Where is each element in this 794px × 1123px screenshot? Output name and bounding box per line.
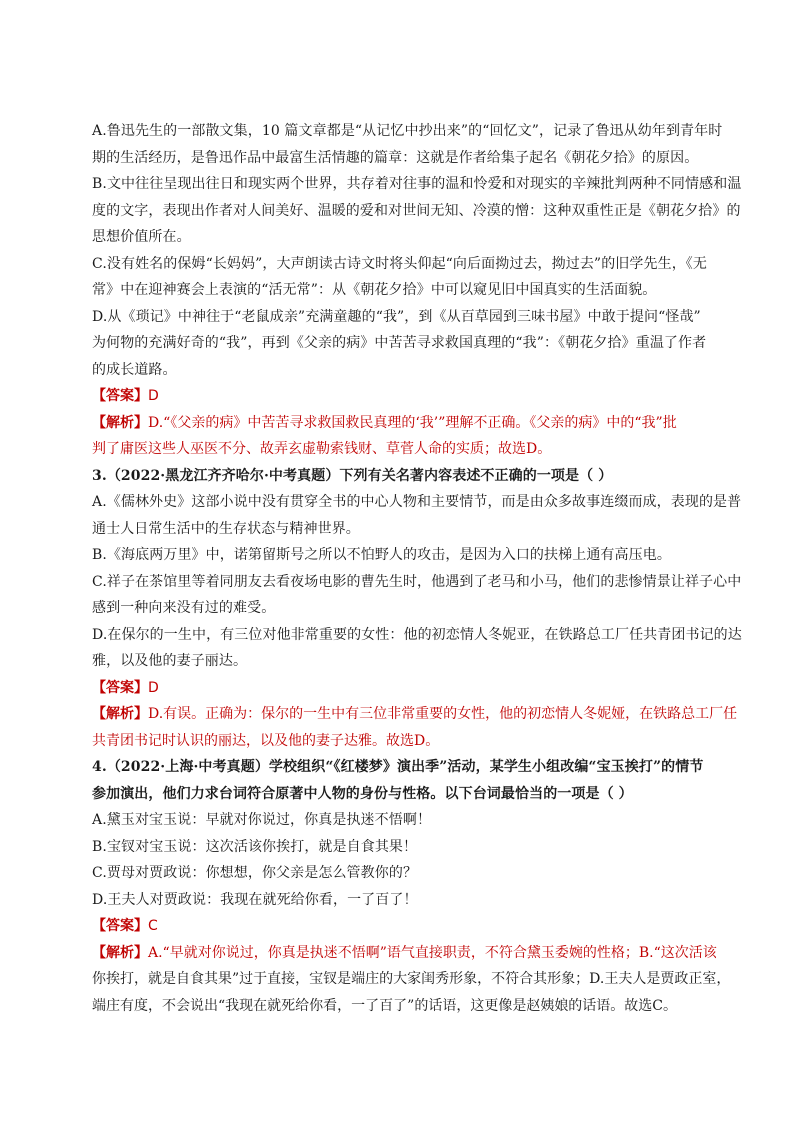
text-line: D.在保尔的一生中，有三位对他非常重要的女性：他的初恋情人冬妮亚，在铁路总工厂任共青团书记的达	[92, 626, 742, 643]
text-line: 思想价值所在。	[92, 229, 191, 245]
explanation-line-1	[92, 701, 738, 728]
text-line: 通士人日常生活中的生存状态与精神世界。	[92, 520, 360, 537]
q2-option-d	[92, 304, 712, 384]
explain-text: 共青团书记时认识的丽达，以及他的妻子达雅。故选D。	[92, 732, 440, 749]
q3-explanation	[92, 701, 738, 754]
answer-label: 【答案】	[92, 918, 148, 934]
q4-option-a: A.黛玉对宝玉说：早就对你说过，你真是执迷不悟啊！	[92, 812, 432, 828]
q4-option-c: C.贾母对贾政说：你想想，你父亲是怎么管教你的？	[92, 865, 418, 881]
explain-text: D.有误。正确为：保尔的一生中有三位非常重要的女性，他的初恋情人冬妮娅，在铁路总工厂任	[148, 706, 738, 722]
explain-text: 你挨打，就是自食其果”过于直接，宝钗是端庄的大家闺秀形象，不符合其形象；D.王夫人是贾政正室，	[92, 971, 731, 987]
answer-label: 【答案】	[92, 679, 148, 696]
explain-text: A.“早就对你说过，你真是执迷不悟啊”语气直接职责，不符合黛玉委婉的性格；B.“这次活该	[148, 944, 717, 961]
explain-label: 【解析】	[92, 414, 148, 431]
text-line: D.从《琐记》中神往于“老鼠成亲”充满童趣的“我”，到《从百草园到三味书屋》中敢于提问“怪哉”	[92, 308, 701, 325]
explanation-line-3	[92, 993, 712, 1020]
text-line: A.《儒林外史》这部小说中没有贯穿全书的中心人物和主要情节，而是由众多故事连缀而成，表现的是普	[92, 494, 742, 510]
q2-option-a	[92, 118, 723, 171]
explanation-line-1	[92, 410, 712, 437]
q2-answer	[92, 383, 712, 410]
explain-text: 判了庸医这些人巫医不分、故弄玄虚勒索钱财、草菅人命的实质；故选D。	[92, 441, 552, 457]
answer-value: D	[148, 388, 159, 404]
q3-stem: 3.（2022·黑龙江齐齐哈尔·中考真题）下列有关名著内容表述不正确的一项是（ ）	[92, 467, 613, 484]
answer-value: D	[148, 679, 159, 696]
text-line: 常》中在迎神赛会上表演的“活无常”：从《朝花夕拾》中可以窥见旧中国真实的生活面貌。	[92, 282, 657, 298]
explain-label: 【解析】	[92, 944, 148, 961]
q4-explanation	[92, 940, 731, 1020]
q4-stem	[92, 754, 712, 807]
text-line: 度的文字，表现出作者对人间美好、温暖的爱和对世间无知、冷漠的憎：这种双重性正是《朝花夕拾》的	[92, 202, 741, 219]
q2-option-c	[92, 251, 712, 304]
explain-text: 端庄有度，不会说出“我现在就死给你看，一了百了”的话语，这更像是赵姨娘的话语。故选C。	[92, 997, 678, 1014]
q3-option-c	[92, 569, 742, 622]
text-line: 的成长道路。	[92, 361, 177, 378]
answer-value: C	[148, 918, 158, 934]
explanation-line-2	[92, 728, 712, 755]
text-line: 为何物的充满好奇的“我”，再到《父亲的病》中苦苦寻求救国真理的“我”：《朝花夕拾》重温了作者	[92, 335, 707, 351]
text-line: 参加演出，他们力求台词符合原著中人物的身份与性格。以下台词最恰当的一项是（ ）	[92, 785, 633, 802]
q3-option-d	[92, 622, 742, 675]
q2-explanation	[92, 410, 712, 463]
text-line: 期的生活经历，是鲁迅作品中最富生活情趣的篇章：这就是作者给集子起名《朝花夕拾》的原因。	[92, 149, 699, 166]
explanation-line-1	[92, 940, 717, 967]
q2-option-b	[92, 171, 742, 251]
explain-text: D.“《父亲的病》中苦苦寻求救国救民真理的‘我’”理解不正确。《父亲的病》中的“我”批	[148, 414, 677, 431]
text-line: 雅，以及他的妻子丽达。	[92, 653, 248, 669]
text-line: A.鲁迅先生的一部散文集，10 篇文章都是“从记忆中抄出来”的“回忆文”，记录了鲁迅从幼年到青年时	[92, 123, 723, 139]
q3-answer	[92, 675, 712, 702]
answer-label: 【答案】	[92, 388, 148, 404]
text-line: 感到一种向来没有过的难受。	[92, 600, 276, 616]
q3-option-a	[92, 489, 742, 542]
explanation-line-2	[92, 436, 712, 463]
explanation-line-2	[92, 966, 731, 993]
q3-option-b	[92, 542, 712, 569]
q4-option-d: D.王夫人对贾政说：我现在就死给你看，一了百了！	[92, 891, 418, 908]
text-line: C.没有姓名的保姆“长妈妈”，大声朗读古诗文时将头仰起“向后面拗过去，拗过去”的旧学先生，《无	[92, 255, 707, 272]
text-line: 4.（2022·上海·中考真题）学校组织“《红楼梦》演出季”活动，某学生小组改编“宝玉挨打”的情节	[92, 759, 704, 775]
text-line: B.文中往往呈现出往日和现实两个世界，共存着对往事的温和怜爱和对现实的辛辣批判两种不同情感和温	[92, 176, 742, 192]
q4-answer	[92, 913, 712, 940]
document-page	[92, 118, 742, 1019]
q4-option-b: B.宝钗对宝玉说：这次活该你挨打，就是自食其果！	[92, 838, 418, 855]
text-line: B.《海底两万里》中，诺第留斯号之所以不怕野人的攻击，是因为入口的扶梯上通有高压电。	[92, 547, 671, 563]
text-line: C.祥子在茶馆里等着同朋友去看夜场电影的曹先生时，他遇到了老马和小马，他们的悲惨情景让祥子心中	[92, 573, 742, 590]
explain-label: 【解析】	[92, 706, 148, 722]
